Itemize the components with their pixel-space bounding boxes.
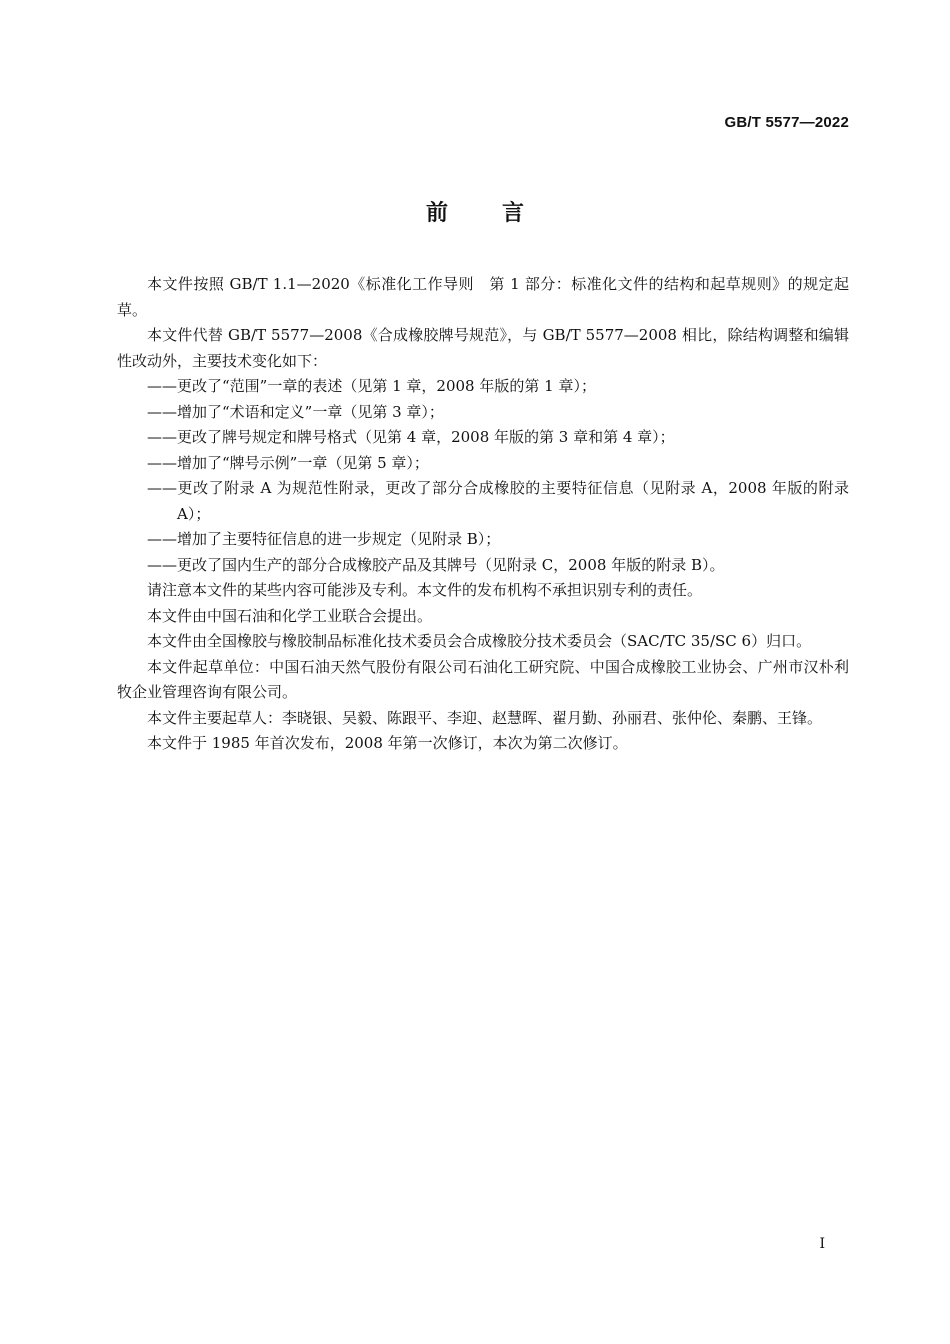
change-item: ——增加了主要特征信息的进一步规定（见附录 B）； [147,530,501,548]
paragraph-committee: 本文件由全国橡胶与橡胶制品标准化技术委员会合成橡胶分技术委员会（SAC/TC 35/SC 6）归口。 [147,632,812,650]
page-number: I [819,1236,825,1252]
change-item: ——增加了“术语和定义”一章（见第 3 章）； [147,402,444,421]
paragraph-drafters: 本文件主要起草人：李晓银、吴毅、陈跟平、李迎、赵慧晖、翟月勤、孙丽君、张仲伦、秦鹏、王锋。 [147,708,823,727]
page-title: 前言 [425,201,578,226]
change-item: ——更改了牌号规定和牌号格式（见第 4 章，2008 年版的第 3 章和第 4 章）； [147,428,675,446]
standard-number: GB/T 5577—2022 [724,114,849,131]
change-item: ——更改了国内生产的部分合成橡胶产品及其牌号（见附录 C，2008 年版的附录 B）。 [147,555,725,574]
document-body [117,272,849,757]
paragraph-proposer: 本文件由中国石油和化学工业联合会提出。 [147,606,433,625]
paragraph-history: 本文件于 1985 年首次发布，2008 年第一次修订，本次为第二次修订。 [147,734,628,752]
paragraph-patent-notice: 请注意本文件的某些内容可能涉及专利。本文件的发布机构不承担识别专利的责任。 [147,581,703,599]
paragraph-drafting-basis: 本文件按照 GB/T 1.1—2020《标准化工作导则 第 1 部分：标准化文件的结构和起草规则》的规定起草。 [117,275,849,319]
change-item: ——更改了“范围”一章的表述（见第 1 章，2008 年版的第 1 章）； [147,377,596,395]
change-item: ——增加了“牌号示例”一章（见第 5 章）； [147,453,429,472]
change-item: ——更改了附录 A 为规范性附录，更改了部分合成橡胶的主要特征信息（见附录 A，2008 年版的附录 A）； [147,479,849,523]
paragraph-drafting-units: 本文件起草单位：中国石油天然气股份有限公司石油化工研究院、中国合成橡胶工业协会、广州市汉朴利牧企业管理咨询有限公司。 [117,657,849,701]
paragraph-replacement: 本文件代替 GB/T 5577—2008《合成橡胶牌号规范》，与 GB/T 5577—2008 相比，除结构调整和编辑性改动外，主要技术变化如下： [117,326,849,370]
